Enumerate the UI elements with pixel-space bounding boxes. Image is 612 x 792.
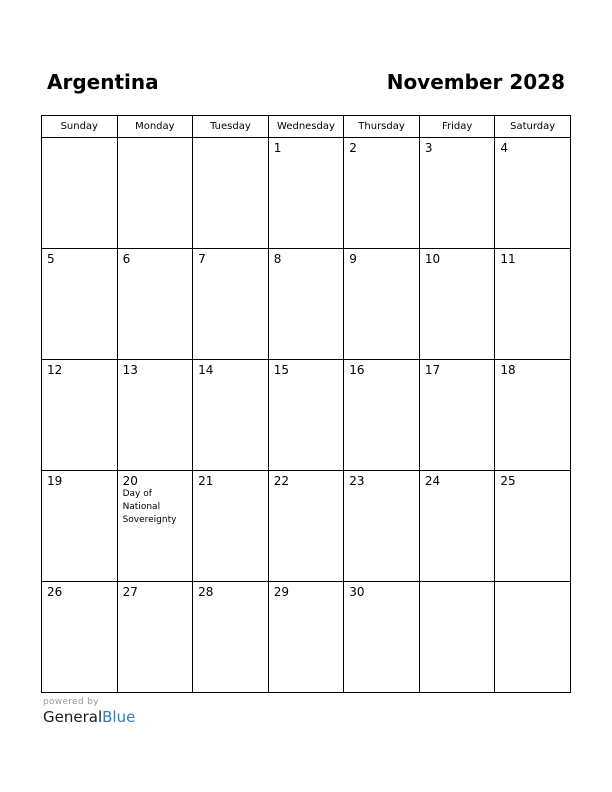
day-number: 6	[122, 252, 131, 266]
week-row	[42, 138, 571, 249]
calendar-grid	[41, 115, 571, 693]
holiday-label: Day of National Sovereignty	[122, 489, 177, 525]
day-number: 16	[349, 363, 365, 377]
day-number: 24	[424, 474, 441, 488]
day-cell	[42, 471, 118, 582]
day-cell	[117, 360, 193, 471]
brand-general: General	[43, 708, 103, 726]
week-row	[42, 249, 571, 360]
day-cell	[42, 582, 118, 693]
day-number: 5	[47, 252, 55, 266]
day-cell	[344, 249, 420, 360]
day-number: 12	[47, 363, 63, 377]
day-number: 4	[500, 141, 509, 155]
day-number: 1	[273, 141, 282, 155]
day-cell	[419, 360, 495, 471]
day-cell	[419, 471, 495, 582]
day-cell	[344, 360, 420, 471]
day-number: 25	[500, 474, 516, 488]
day-cell	[268, 582, 344, 693]
day-number: 10	[424, 252, 441, 266]
day-number: 30	[349, 585, 365, 599]
day-number: 17	[424, 363, 441, 377]
day-cell	[193, 249, 269, 360]
day-number: 20	[122, 474, 138, 488]
day-cell	[42, 360, 118, 471]
day-cell	[193, 360, 269, 471]
powered-by-label: powered by	[43, 697, 99, 707]
day-cell	[42, 249, 118, 360]
day-number: 11	[500, 252, 516, 266]
day-number: 26	[47, 585, 63, 599]
day-number: 7	[198, 252, 206, 266]
day-cell	[495, 360, 571, 471]
day-number: 3	[424, 141, 433, 155]
day-cell	[495, 471, 571, 582]
day-number: 8	[273, 252, 282, 266]
day-cell	[419, 582, 495, 693]
weekday-saturday: Saturday	[495, 116, 571, 138]
day-cell	[193, 471, 269, 582]
weekday-thursday: Thursday	[344, 116, 420, 138]
day-cell	[495, 582, 571, 693]
weekday-wednesday: Wednesday	[268, 116, 344, 138]
weekday-monday: Monday	[117, 116, 193, 138]
weekday-header-row	[42, 116, 571, 138]
day-cell	[344, 471, 420, 582]
day-number: 9	[349, 252, 357, 266]
generalblue-logo[interactable]	[43, 708, 135, 726]
weekday-tuesday: Tuesday	[193, 116, 269, 138]
week-row	[42, 582, 571, 693]
day-number: 18	[500, 363, 516, 377]
weekday-friday: Friday	[419, 116, 495, 138]
brand-blue: Blue	[102, 708, 136, 726]
day-cell	[42, 138, 118, 249]
day-cell	[268, 138, 344, 249]
day-cell	[495, 138, 571, 249]
country-title: Argentina	[47, 70, 159, 94]
day-number: 22	[273, 474, 289, 488]
day-cell	[419, 138, 495, 249]
day-number: 23	[349, 474, 365, 488]
day-cell	[117, 582, 193, 693]
day-number: 21	[198, 474, 214, 488]
day-cell	[268, 360, 344, 471]
day-cell	[495, 249, 571, 360]
day-cell	[193, 138, 269, 249]
footer-branding	[43, 697, 135, 726]
week-row	[42, 360, 571, 471]
day-cell	[268, 471, 344, 582]
day-cell	[117, 471, 193, 582]
month-year-title: November 2028	[386, 70, 565, 94]
day-number: 28	[198, 585, 214, 599]
day-number: 13	[122, 363, 138, 377]
day-cell	[344, 582, 420, 693]
day-cell	[193, 582, 269, 693]
day-number: 19	[47, 474, 63, 488]
day-number: 14	[198, 363, 214, 377]
day-cell	[268, 249, 344, 360]
weekday-sunday: Sunday	[42, 116, 118, 138]
day-number: 15	[273, 363, 289, 377]
day-cell	[117, 138, 193, 249]
day-number: 29	[273, 585, 289, 599]
day-cell	[117, 249, 193, 360]
day-cell	[419, 249, 495, 360]
day-cell	[344, 138, 420, 249]
day-number: 2	[349, 141, 357, 155]
day-number: 27	[122, 585, 138, 599]
week-row	[42, 471, 571, 582]
